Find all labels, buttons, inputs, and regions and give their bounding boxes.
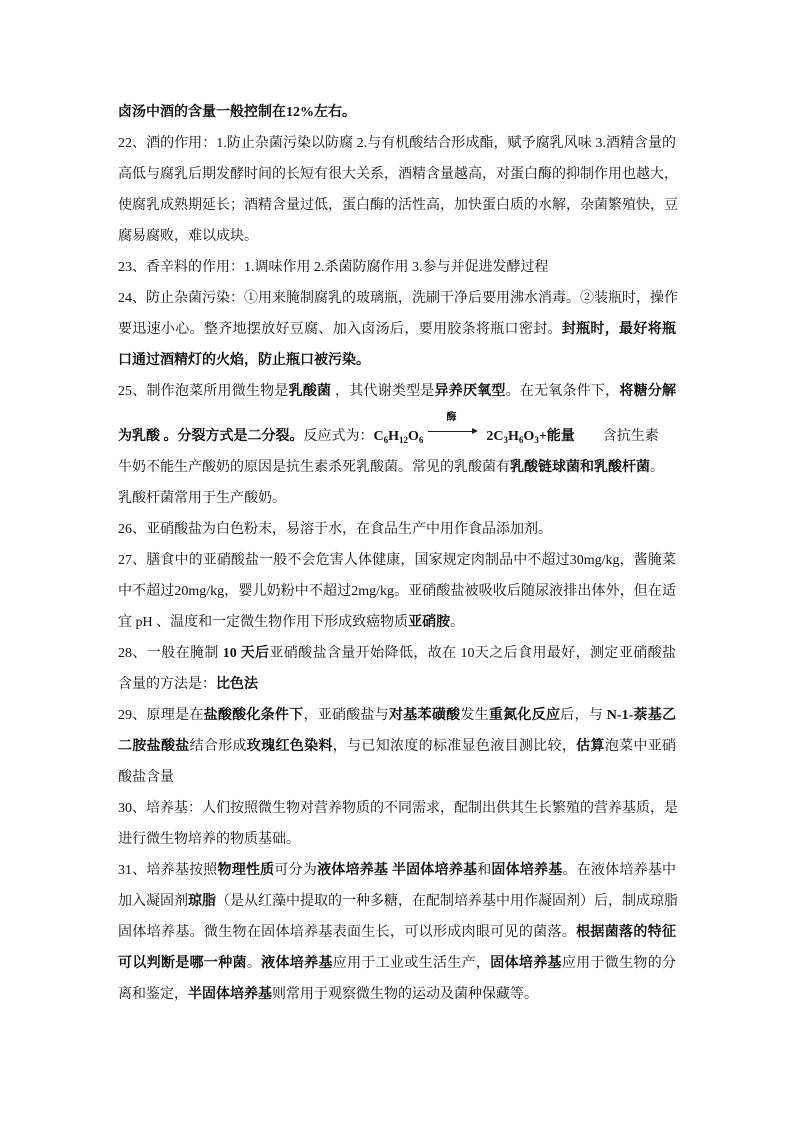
text-segment: 宜 pH 、温度和一定微生物作用下形成致癌物质 <box>118 615 409 630</box>
bold-text: 为乳酸 。分裂方式是二分裂。 <box>118 429 304 444</box>
text-segment: 29、原理是在 <box>118 708 204 723</box>
bold-text: 盐酸酸化条件下 <box>203 708 304 723</box>
text-segment: 后，与 <box>560 708 607 723</box>
text-line <box>118 159 676 190</box>
text-segment: 要迅速小心。整齐地摆放好豆腐、加入卤汤后，要用胶条将瓶口密封。 <box>118 322 562 337</box>
text-line <box>118 824 676 855</box>
text-segment: 反应式为： <box>303 429 374 444</box>
bold-text: 亚硝胺 <box>408 615 451 630</box>
text-segment: 28、一般在腌制 <box>118 646 223 661</box>
text-line <box>118 221 676 252</box>
text-segment: 。在液体培养基中 <box>562 863 677 878</box>
text-segment: 26、亚硝酸盐为白色粉末，易溶于水，在食品生产中用作食品添加剂。 <box>118 522 552 537</box>
text-segment: 固体培养基。微生物在固体培养基表面生长，可以形成肉眼可见的菌落。 <box>118 925 577 940</box>
text-segment: 。在无氧条件下， <box>505 384 620 399</box>
text-segment: 。 <box>650 460 664 475</box>
bold-text: 估算 <box>576 739 605 754</box>
text-segment: 高低与腐乳后期发酵时间的长短有很大关系，酒精含量越高，对蛋白酶的抑制作用也越大， <box>118 167 678 182</box>
text-line <box>118 886 676 917</box>
bold-text: 半固体培养基 <box>188 987 272 1002</box>
text-line <box>118 979 676 1010</box>
text-segment: 牛奶不能生产酸奶的原因是抗生素杀死乳酸菌。常见的乳酸菌有 <box>118 460 510 475</box>
text-line <box>118 948 676 979</box>
text-segment: 23、香辛料的作用：1.调味作用 2.杀菌防腐作用 3.参与并促进发酵过程 <box>118 260 549 275</box>
text-line <box>118 452 676 483</box>
text-segment: 。 <box>450 615 465 630</box>
text-segment: 亚硝酸盐含量开始降低，故在 10天之后食用最好，测定亚硝酸盐 <box>269 646 677 661</box>
bold-text: 卤汤中酒的含量一般控制在12%左右。 <box>118 105 356 120</box>
text-segment: 22、酒的作用：1.防止杂菌污染以防腐 2.与有机酸结合形成酯，赋予腐乳风味 3.酒精含量的 <box>118 136 676 151</box>
bold-text: 口通过酒精灯的火焰，防止瓶口被污染。 <box>118 353 370 368</box>
bold-text: 固体培养基 <box>491 863 563 878</box>
text-line <box>118 128 676 159</box>
reaction-arrow-icon <box>428 412 478 436</box>
bold-text: 二胺盐酸盐 <box>118 739 190 754</box>
bold-text: 比色法 <box>216 677 258 692</box>
document-body <box>118 97 676 1010</box>
bold-text: 固体培养基 <box>490 956 562 971</box>
text-line <box>118 700 676 731</box>
bold-text: 将糖分解 <box>619 384 677 399</box>
bold-text: 重氮化反应 <box>488 708 561 723</box>
text-segment: 使腐乳成熟期延长；酒精含量过低，蛋白酶的活性高，加快蛋白质的水解，杂菌繁殖快，豆 <box>118 198 678 213</box>
bold-text: 10 天后 <box>222 646 270 661</box>
text-segment: 进行微生物培养的物质基础。 <box>118 832 300 847</box>
text-segment: 和 <box>477 863 492 878</box>
text-segment: ，与已知浓度的标准显色液目测比较， <box>332 739 577 754</box>
text-line <box>118 638 676 669</box>
text-segment: 中不超过20mg/kg，婴儿奶粉中不超过2mg/kg。亚硝酸盐被吸收后随尿液排出体外，但在适 <box>118 584 676 599</box>
text-segment: 发生 <box>460 708 489 723</box>
text-segment: 31、培养基按照 <box>118 863 218 878</box>
text-segment: 酸盐含量 <box>118 770 174 785</box>
text-line <box>118 762 676 793</box>
text-line <box>118 97 676 128</box>
text-line <box>118 314 676 345</box>
text-segment: 腐易腐败，难以成块。 <box>118 229 258 244</box>
text-segment: 可分为 <box>274 863 318 878</box>
text-segment: 30、培养基：人们按照微生物对营养物质的不同需求，配制出供其生长繁殖的营养基质，是 <box>118 801 678 816</box>
text-segment: ，亚硝酸盐与 <box>303 708 390 723</box>
text-line <box>118 669 676 700</box>
text-segment: 含量的方法是： <box>118 677 216 692</box>
text-segment: 应用于工业或生活生产， <box>332 956 491 971</box>
text-segment: 应用于微生物的分 <box>561 956 677 971</box>
text-segment: 27、膳食中的亚硝酸盐一般不会危害人体健康，国家规定肉制品中不超过30mg/kg，酱腌菜 <box>118 553 676 568</box>
text-line <box>118 545 676 576</box>
reaction-equation-line <box>118 412 676 452</box>
bold-text: 物理性质 <box>217 863 275 878</box>
text-segment: 则常用于观察微生物的运动及菌种保藏等。 <box>272 987 538 1002</box>
bold-text: 可以判断是哪一种菌 <box>118 956 247 971</box>
text-line <box>118 917 676 948</box>
text-line <box>118 483 676 514</box>
text-segment: 。 <box>246 956 262 971</box>
text-segment: 加入凝固剂 <box>118 894 188 909</box>
text-line <box>118 576 676 607</box>
text-segment: 泡菜中亚硝 <box>604 739 677 754</box>
text-line <box>118 731 676 762</box>
bold-text: 玫瑰红色染料 <box>246 739 333 754</box>
text-segment: 结合形成 <box>189 739 247 754</box>
text-segment: 含抗生素 <box>602 429 659 444</box>
text-line <box>118 283 676 314</box>
text-line <box>118 793 676 824</box>
text-line <box>118 345 676 376</box>
text-segment: 25、制作泡菜所用微生物是 <box>118 384 289 399</box>
bold-text: 液体培养基 半固体培养基 <box>317 863 478 878</box>
bold-text: 对基苯磺酸 <box>389 708 461 723</box>
text-line <box>118 514 676 545</box>
text-segment: 乳酸杆菌常用于生产酸奶。 <box>118 491 286 506</box>
text-segment: 离和鉴定， <box>118 987 188 1002</box>
text-line <box>118 607 676 638</box>
text-segment: 24、防止杂菌污染：①用来腌制腐乳的玻璃瓶，洗刷干净后要用沸水消毒。②装瓶时，操作 <box>118 291 678 306</box>
text-segment: （是从红藻中提取的一种多糖，在配制培养基中用作凝固剂）后，制成琼脂 <box>216 894 678 909</box>
text-line <box>118 252 676 283</box>
bold-text: 琼脂 <box>188 894 216 909</box>
bold-text: 根据菌落的特征 <box>576 925 677 940</box>
bold-text: N-1-萘基乙 <box>606 708 677 723</box>
bold-text: 乳酸菌 <box>288 384 332 399</box>
bold-text: 异养厌氧型 <box>434 384 506 399</box>
arrow-condition-label: 酶 <box>446 412 457 423</box>
bold-text: 液体培养基 <box>261 956 333 971</box>
chemical-formula-glucose: $C_6H_{12}O_6$ <box>373 429 424 445</box>
chemical-formula-lactic-acid: $2C_3H_6O_3+$能量 <box>486 429 575 445</box>
text-line <box>118 376 676 407</box>
text-line <box>118 855 676 886</box>
bold-text: 封瓶时，最好将瓶 <box>561 322 677 337</box>
text-segment: ，其代谢类型是 <box>331 384 435 399</box>
text-line <box>118 190 676 221</box>
bold-text: 乳酸链球菌和乳酸杆菌 <box>510 460 650 475</box>
